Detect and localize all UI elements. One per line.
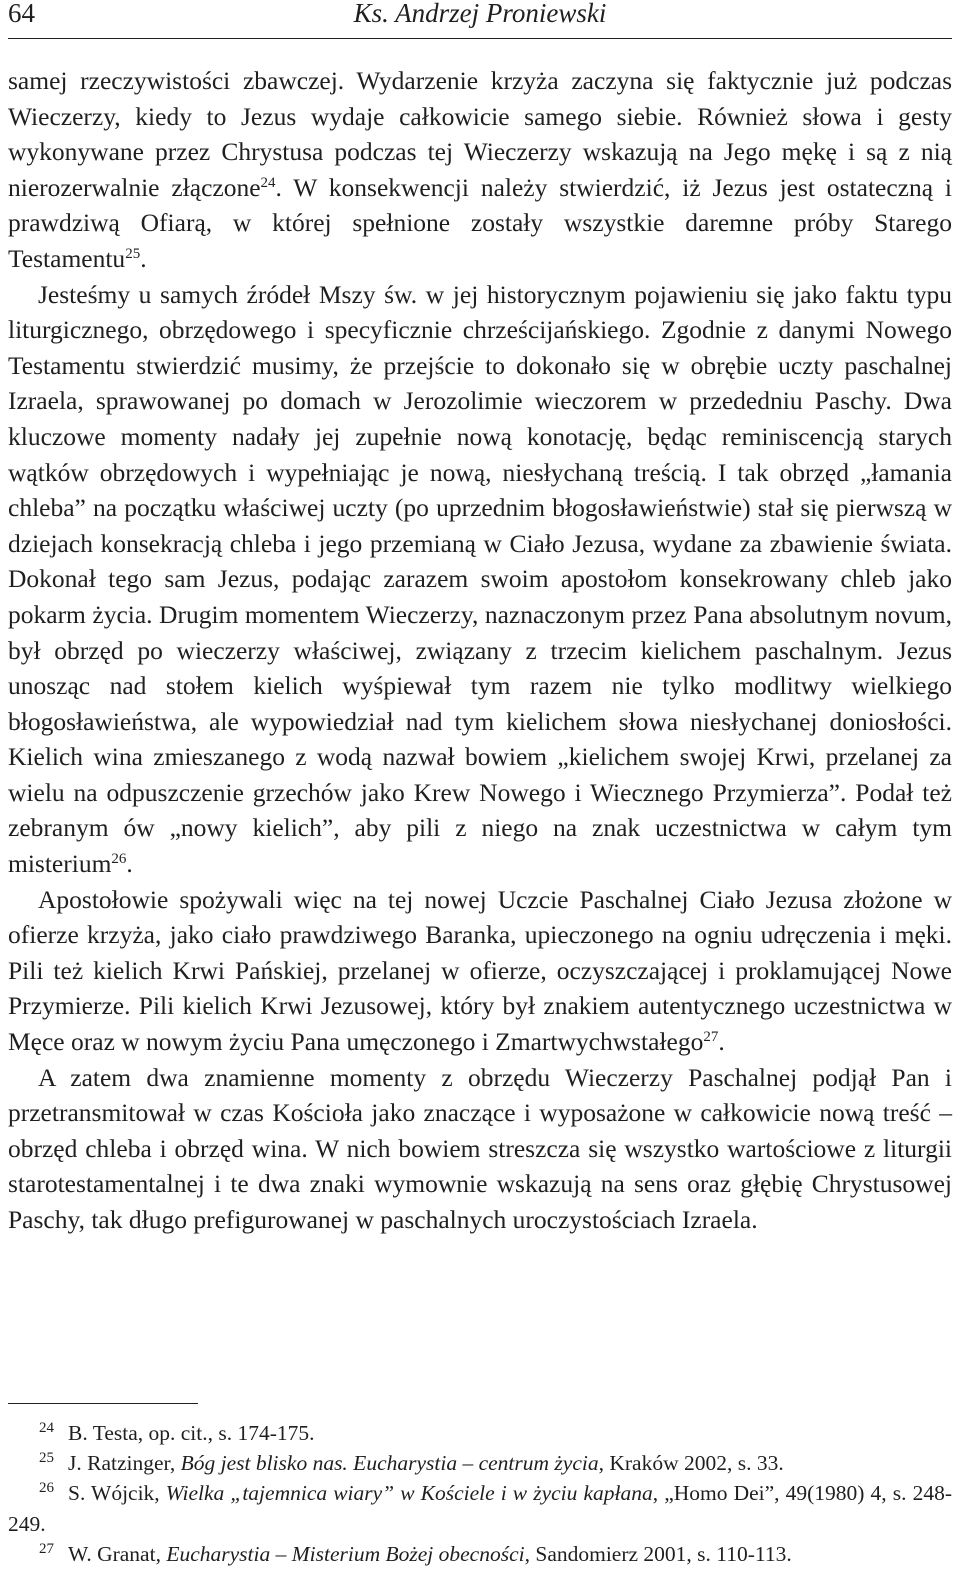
paragraph-4: A zatem dwa znamienne momenty z obrzędu Wieczerzy Paschalnej podjął Pan i przetransmitował w czas Kościoła jako znaczące i wyposażone w całkowicie nową treść – obrzęd chleba i obrzęd wina. W nich bowiem streszcza się wszystko wartościowe z liturgii starotestamentalnej i te dwa znaki wymownie wskazują na sens oraz głębię Chrystusowej Paschy, tak długo prefigurowanej w paschalnych uroczystościach Izraela.	[8, 1062, 952, 1234]
header-rule	[8, 38, 952, 39]
page-number: 64	[8, 0, 35, 28]
footnote-24: 24 B. Testa, op. cit., s. 174-175.	[39, 1420, 315, 1445]
footnote-26: 26 S. Wójcik, Wielka „tajemnica wiary” w Kościele i w życiu kapłana, „Homo Dei”, 49(1980) 4, s. 248-249.	[8, 1480, 952, 1536]
footnote-ref-24: 24	[260, 174, 276, 191]
footnote-title: Wielka „tajemnica wiary” w Kościele i w życiu kapłana	[165, 1481, 653, 1506]
footnotes	[8, 1418, 952, 1569]
paragraph-3	[8, 882, 952, 1060]
footnote-ref-27: 27	[703, 1029, 719, 1046]
body-text	[8, 63, 952, 1238]
footnote-title: Bóg jest blisko nas. Eucharystia – centrum życia	[180, 1451, 599, 1476]
footnote-rule	[8, 1403, 198, 1404]
footnote-author: S. Wójcik,	[68, 1481, 166, 1506]
footnote-ref-26: 26	[111, 851, 127, 868]
running-head-title: Ks. Andrzej Proniewski	[353, 0, 607, 28]
paragraph-1	[8, 63, 952, 277]
p3-end: .	[718, 1027, 725, 1057]
footnote-author: J. Ratzinger,	[68, 1451, 181, 1476]
p3-text: Apostołowie spożywali więc na tej nowej Uczcie Paschalnej Ciało Jezusa złożone w ofierze krzyża, jako ciało prawdziwego Baranka, upieczonego na ogniu udręczenia i męki. Pili też kielich Krwi Pańskiej, przelanej w ofierze, oczyszczającej i proklamującej Nowe Przymierze. Pili kielich Krwi Jezusowej, który był znakiem autentycznego uczestnictwa w Męce oraz w nowym życiu Pana umęczonego i Zmartwychwstałego	[8, 884, 952, 1057]
running-head	[8, 0, 952, 38]
footnote-text: B. Testa, op. cit., s. 174-175.	[68, 1421, 315, 1445]
p1-text-a: samej rzeczywistości zbawczej. Wydarzenie krzyża zaczyna się faktycznie już podczas Wieczerzy, kiedy to Jezus wydaje całkowicie samego siebie. Również słowa i gesty wykonywane przez Chrystusa podczas tej Wieczerzy wskazują na Jego mękę i są z nią nierozerwalnie złączone	[8, 66, 952, 202]
p2-text: Jesteśmy u samych źródeł Mszy św. w jej historycznym pojawieniu się jako faktu typu liturgicznego, obrzędowego i specyficznie chrześcijańskiego. Zgodnie z danymi Nowego Testamentu stwierdzić musimy, że przejście to dokonało się w obrębie uczty paschalnej Izraela, sprawowanej po domach w Jerozolimie wieczorem w przededniu Paschy. Dwa kluczowe momenty nadały jej zupełnie nową konotację, będąc reminiscencją starych wątków obrzędowych i wypełniając je nową, niesłychaną treścią. I tak obrzęd „łamania chleba” na początku właściwej uczty (po uprzednim błogosławieństwie) stał się pierwszą w dziejach konsekracją chleba i jego przemianą w Ciało Jezusa, wydane za zbawienie świata. Dokonał tego sam Jezus, podając zarazem swoim apostołom konsekrowany chleb jako pokarm życia. Drugim momentem Wieczerzy, naznaczonym przez Pana absolutnym novum, był obrzęd po wieczerzy właściwej, związany z trzecim kielichem paschalnym. Jezus unosząc nad stołem kielich wyśpiewał tym razem nie tylko modlitwy wielkiego błogosławieństwa, ale wypowiedział nad tym kielichem słowa niesłychanej doniosłości. Kielich wina zmieszanego z wodą nazwał bowiem „kielichem swojej Krwi, przelanej za wielu na odpuszczenie grzechów jako Krew Nowego i Wiecznego Przymierza”. Podał też zebranym ów „nowy kielich”, aby pili z niego na znak uczestnictwa w całym tym misterium	[8, 279, 952, 879]
footnote-details: , Kraków 2002, s. 33.	[598, 1451, 784, 1476]
footnote-details: , „Homo Dei”, 49(1980) 4, s. 248-249.	[8, 1481, 952, 1536]
p1-text-c: .	[140, 243, 147, 273]
footnote-ref-25: 25	[125, 245, 141, 262]
footnote-27: 27 W. Granat, Eucharystia – Misterium Bożej obecności, Sandomierz 2001, s. 110-113.	[39, 1540, 792, 1566]
p2-end: .	[126, 849, 133, 879]
footnote-author: W. Granat,	[68, 1541, 167, 1566]
footnote-25: 25 J. Ratzinger, Bóg jest blisko nas. Eucharystia – centrum życia, Kraków 2002, s. 33.	[39, 1450, 784, 1476]
footnote-details: , Sandomierz 2001, s. 110-113.	[524, 1541, 792, 1566]
footnote-title: Eucharystia – Misterium Bożej obecności	[166, 1541, 525, 1566]
p1-text-b: . W konsekwencji należy stwierdzić, iż Jezus jest ostateczną i prawdziwą Ofiarą, w której spełnione zostały wszystkie daremne próby Starego Testamentu	[8, 172, 952, 273]
paragraph-2	[8, 277, 952, 882]
